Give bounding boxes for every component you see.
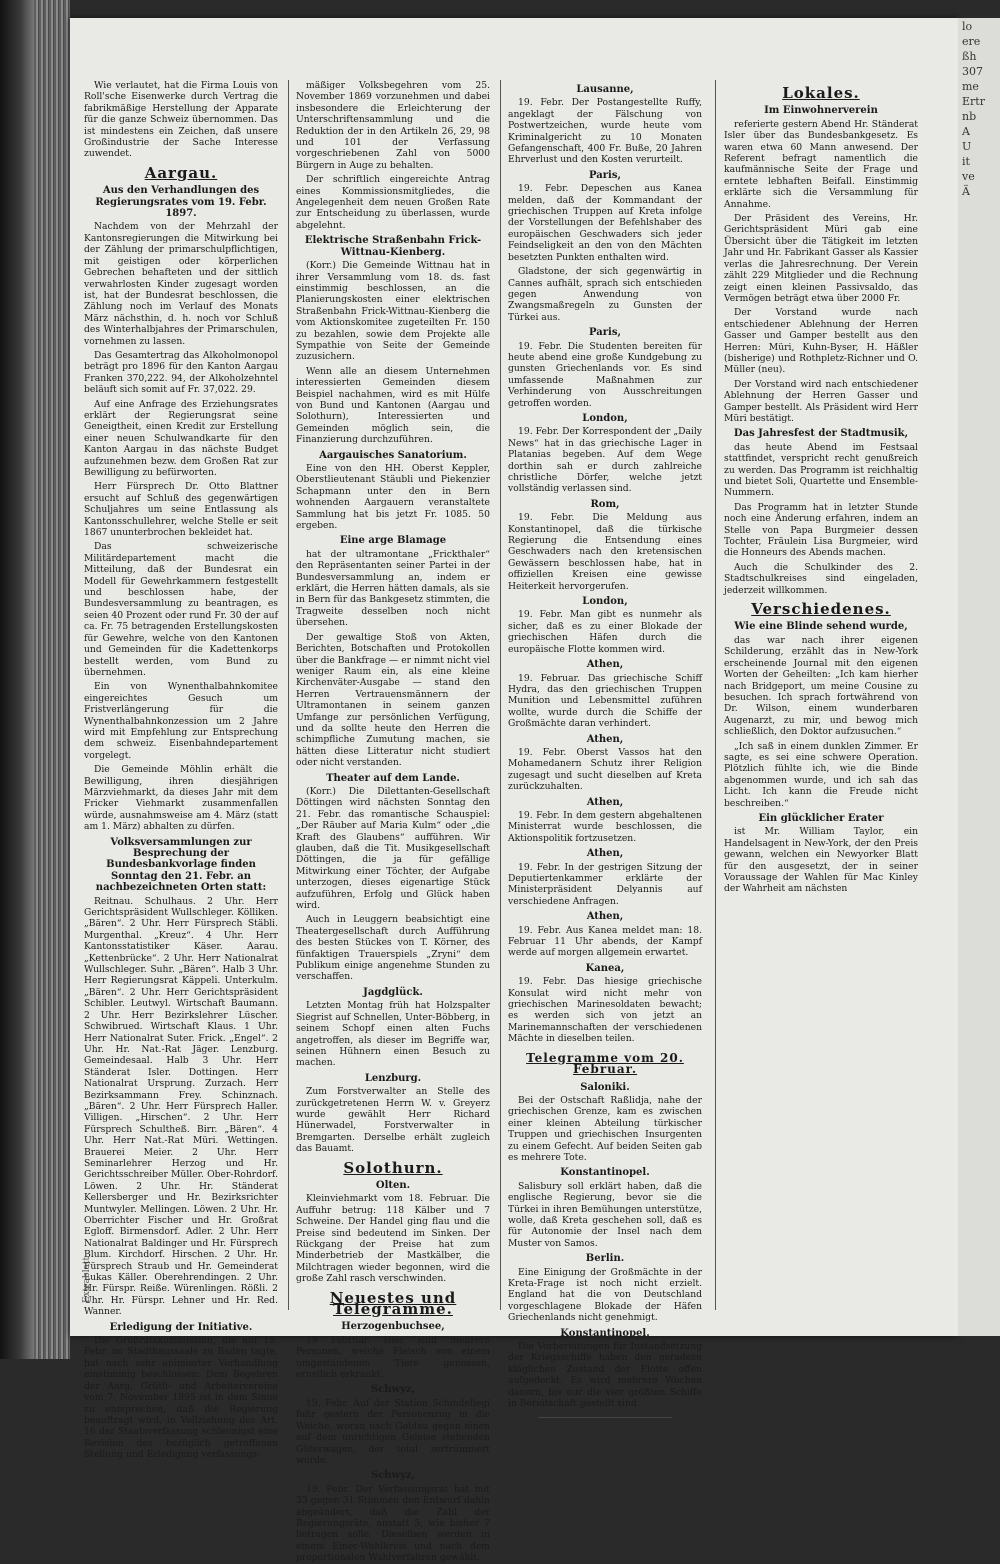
subheading: Athen, [586, 733, 624, 745]
paragraph: ist Mr. William Taylor, ein Handelsagent in New-York, der den Preis gewann, welchen ein Newyorker Blatt für den ausgesetzt, der in seiner Voraussage der Wahlen für Mac Kinley der Wahrheit am nächsten [724, 826, 918, 895]
subheading: Ein glücklicher Erater [758, 812, 884, 824]
paragraph: 19. Febr. In der gestrigen Sitzung der Deputiertenkammer erklärte der Ministerpräsident Delyannis auf verschiedene Anfragen. [508, 861, 702, 907]
paragraph: Wenn alle an diesem Unternehmen interessierten Gemeinden diesem Beispiel nachahmen, wird es mit Hülfe von Bund und Kantonen (Aargau und Solothurn), Interessierten und Gemeinden möglich sein, die Finanzierung durchzuführen. [296, 365, 490, 446]
paragraph: Bei der Ostschaft Raßlidja, nahe der griechischen Grenze, kam es zwischen einer kleinen Abteilung türkischer Truppen und griechischen Insurgenten zu einem Gefecht. Auf beiden Seiten gab es mehrere Tote. [508, 1094, 702, 1163]
paragraph: Eine von den HH. Oberst Keppler, Oberstlieutenant Stäubli und Piekenzier Schapmann unter den in Bern wohnenden Aargauern veranstaltete Sammlung hat bis jetzt Fr. 1085. 50 ergeben. [296, 463, 490, 532]
paragraph: Das Programm hat in letzter Stunde noch eine Änderung erfahren, indem an Stelle von Papa Burgmeier dessen Tochter, Fräulein Lisa Burgmeier, wird die Honneurs des Abends machen. [724, 501, 918, 559]
section-heading-lokales: Lokales. [782, 84, 860, 102]
subheading: Berlin. [585, 1253, 625, 1265]
paragraph: 19. Febr. In dem gestern abgehaltenen Ministerrat wurde beschlossen, die Aktionspolitik fortzusetzen. [508, 809, 702, 844]
paragraph: Der Vorstand wird nach entschiedener Ablehnung der Herren Gasser und Gamper bestellt. Als Präsident wird Herr Müri bestätigt. [724, 378, 918, 424]
paragraph: Der Präsident des Vereins, Hr. Gerichtspräsident Müri gab eine Übersicht über die Tätigkeit im letzten Jahr und Hr. Fabrikant Gasser als Kassier verlas die Jahresrechnung. Der Verein zählt 229 Mitglieder und die Rechnung zeigt einen kleinen Passivsaldo, das Vermögen beträgt etwa über 2000 Fr. [724, 213, 918, 304]
subheading: Das Jahresfest der Stadtmusik, [733, 428, 909, 440]
paragraph: 19. Febr. Man gibt es nunmehr als sicher, daß es zu einer Blokade der griechischen Häfen durch die europäische Flotte kommen wird. [508, 609, 702, 655]
column-rule [288, 80, 289, 1310]
subheading: Athen, [586, 659, 624, 671]
paragraph: 19. Febr. Aus Kanea meldet man: 18. Februar 11 Uhr abends, der Kampf werde auf morgen allgemein erwartet. [508, 924, 702, 959]
paragraph: „Ich saß in einem dunklen Zimmer. Er sagte, es sei eine schwere Operation. Plötzlich fühlte ich, wie die Binde abgenommen wurde, und ich sah das Licht. Ich kann die Freude nicht beschreiben.“ [724, 740, 918, 809]
subheading: London, [582, 596, 628, 608]
subheading: Konstantinopel. [560, 1167, 650, 1179]
paragraph: 19. Febr. Die Studenten bereiten für heute abend eine große Kundgebung zu gunsten Griechenlands vor. Es sind umfassende Maßnahmen zur Verhinderung von Ausschreitungen getroffen worden. [508, 340, 702, 409]
paragraph: Kleinviehmarkt vom 18. Februar. Die Auffuhr betrug: 118 Kälber und 7 Schweine. Der Handel ging flau und die Preise sind bedeutend im Sinken. Der Rückgang der Preise hat zum Minderbetrieb der Mastkälber, die Milchtragen wieder begonnen, wird die große Zahl rasch verschwinden. [296, 1193, 490, 1285]
newspaper-page [70, 18, 958, 1564]
paragraph: (Korr.) Die Dilettanten-Gesellschaft Döttingen wird nächsten Sonntag den 21. Febr. das romantische Schauspiel: „Der Räuber auf Maria Kulm“ oder „die Kraft des Glaubens“ aufführen. Wir glauben, daß die Tit. Musikgesellschaft Döttingen, die ja für gefällige Mitwirkung einer Töchter, der Aufgabe unterzogen, dieses eigenartige Stück aufzuführen, Erfolg und Glück haben wird. [296, 785, 490, 912]
subheading: Erledigung der Initiative. [109, 1321, 253, 1333]
paragraph: 19. Febr. Das hiesige griechische Konsulat wird nicht mehr von griechischen Marinesoldaten bewacht; es werden sich von jetzt an Marinemannschaften der verschiedenen Mächte in dieselben teilen. [508, 976, 702, 1045]
paragraph: 19. Febr. Der Verfassungsrat hat mit 33 gegen 31 Stimmen den Entwurf dahin abgeändert, daß die Zahl der Regierungsräte, anstatt 5, wie bisher 7 betragen solle. Dieselben werden in einem Einer-Wahlkreis und nach dem proportionalen Wahlverfahren gewählt. [296, 1483, 490, 1564]
paragraph: Das schweizerische Militärdepartement macht die Mitteilung, daß der Bundesrat ein Modell für Gewehrkammern festgestellt und beschlossen habe, der Bundesversammlung zu beantragen, es seien 40 Prozent oder rund Fr. 30 der auf ca. Fr. 75 betragenden Erstellungskosten für Gewehre, welche von den Kantonen und Gemeinden für die Kadettenkorps bestellt werden, vom Bund zu übernehmen. [84, 541, 278, 678]
subheading: Eine arge Blamage [339, 535, 447, 547]
paragraph: Eine Einigung der Großmächte in der Kreta-Frage ist noch nicht erzielt. England hat die von Deutschland vorgeschlagene Blokade der Häfen Griechenlands nicht genehmigt. [508, 1266, 702, 1324]
paragraph: Auch in Leuggern beabsichtigt eine Theatergesellschaft durch Aufführung des besten Stückes von T. Körner, des fünfaktigen Trauerspiels „Zryni“ dem Publikum einige angenehme Stunden zu verschaffen. [296, 914, 490, 983]
subheading: Kanea, [585, 962, 625, 974]
subheading: Paris, [589, 327, 621, 339]
paragraph: 19. Febr. Auf der Station Schindellegi fuhr gestern der Personenzug in die Weiche, woran nach Goldau gegen einen auf dem unrichtigen Geleise stehenden Güterwagen, der total zertrümmert wurde. [296, 1397, 490, 1466]
paragraph: Auf eine Anfrage des Erziehungsrates erklärt der Regierungsrat seine Geneigtheit, einen Kredit zur Erstellung einer neuen Schulwandkarte für den Kanton Aargau in das nächste Budget aufzunehmen bezw. dem Großen Rat zur Bewilligung zu befürworten. [84, 398, 278, 478]
strip-text: Ä [962, 185, 970, 198]
paragraph: Das Gesamtertrag das Alkoholmonopol beträgt pro 1896 für den Kanton Aargau Franken 370,222. 94, der Alkoholzehntel beläuft sich somit auf Fr. 37,022. 29. [84, 349, 278, 396]
column-rule [715, 80, 716, 1310]
paragraph: Nachdem von der Mehrzahl der Kantonsregierungen die Mitwirkung bei der Zählung der primarschulpflichtigen, mit geistigen oder körperlichen Gebrechen behafteten und der sittlich verwahrlosten Kinder zugesagt worden ist, hat der Bundesrat beschlossen, die Zählung noch im Verlauf des Monats März nächsthin, d. h. noch vor Schluß des Winterhalbjahres der Primarschulen, vornehmen zu lassen. [84, 221, 278, 347]
subheading: Lausanne, [576, 84, 634, 95]
column-rule [500, 80, 501, 1310]
strip-text: ve [962, 170, 975, 183]
strip-text: Ertr [962, 95, 985, 108]
paragraph: 19. Febr. Oberst Vassos hat den Mohamedanern Schutz ihrer Religion zugesagt und sucht dieselben auf Kreta zurückzuhalten. [508, 746, 702, 793]
paragraph: Zum Forstverwalter an Stelle des zurückgetretenen Herrn W. v. Greyerz wurde gewählt Herr Richard Hünerwadel, Forstverwalter in Bremgarten. Derselbe erhält zugleich das Bauamt. [296, 1086, 490, 1155]
paragraph: Gladstone, der sich gegenwärtig in Cannes aufhält, sprach sich entschieden gegen Anwendung von Zwangsmaßregeln zu Gunsten der Türkei aus. [508, 266, 702, 323]
divider [538, 1417, 672, 1418]
paragraph: Auch die Schulkinder des 2. Stadtschulkreises sind eingeladen, jederzeit willkommen. [724, 561, 918, 596]
paragraph: hat der ultramontane „Frickthaler“ den Repräsentanten seiner Partei in der Bundesversammlung an, indem er erklärt, die Herren hätten damals, als sie in Bern für das Bankgesetz stimmten, die Tragweite desselben noch nicht übersehen. [296, 548, 490, 629]
paragraph: das war nach ihrer eigenen Schilderung, erzählt das in New-York erscheinende Journal mit den eigenen Worten der Geheilten: „Ich kam hierher nach Bridgeport, um meine Cousine zu besuchen. Ich sprach fortwährend von Dr. Wilson, einem wunderbaren Augenarzt, zu mir, und bewog mich schließlich, den Doktor aufzusuchen.“ [724, 634, 918, 738]
strip-text: ßh [962, 50, 977, 63]
paragraph: Die Vorbereitungen für Instandsetzung der Kriegsschiffe haben den geradezu kläglichen Zustand der Flotte offen aufgedeckt. Es wird mehrere Wochen dauern, bis nur die vier größten Schiffe in Bereitschaft gestellt sind. [508, 1341, 702, 1410]
paragraph: Salisbury soll erklärt haben, daß die englische Regierung, bevor sie die Türkei in ihren Bemühungen unterstütze, wolle, daß Kreta geschehen soll, daß es für Autonomie der Insel nach dem Muster von Samos. [508, 1180, 702, 1249]
subheading: Aus den Verhandlungen des Regierungsrates vom 19. Febr. 1897. [95, 185, 267, 220]
section-heading-telegramme: Telegramme vom 20. Februar. [526, 1050, 684, 1077]
paragraph: Der gewaltige Stoß von Akten, Berichten, Botschaften und Protokollen über die Bankfrage — er nimmt nicht viel weniger Raum ein, als eine kleine Kirchenväter-Ausgabe — stand den Herren Vertrauensmännern der Ultramontanen in seinem ganzen Umfange zur persönlichen Verfügung, und da sollte heute den Herren die schimpfliche Zumutung machen, sie hätten diese Litteratur nicht studiert oder nicht verstanden. [296, 631, 490, 769]
paragraph: das heute Abend im Festsaal stattfindet, verspricht recht genußreich zu werden. Das Programm ist reichhaltig und bietet Soli, Quartette und Ensemble-Nummern. [724, 441, 918, 499]
column-4 [724, 80, 918, 1330]
page-edges [34, 0, 70, 1359]
section-heading-solothurn: Solothurn. [343, 1158, 443, 1177]
strip-text: U [962, 140, 972, 153]
column-1 [84, 80, 278, 1461]
paragraph: 19. Februar. Das griechische Schiff Hydra, das den griechischen Truppen Munition und Lebensmittel zuführen wollte, wurde durch die Schiffe der Großmächte daran verhindert. [508, 672, 702, 730]
subheading: Olten. [375, 1179, 411, 1191]
book-binding [0, 0, 34, 1359]
subheading: Athen, [586, 911, 624, 923]
subheading: Wie eine Blinde sehend wurde, [734, 621, 908, 633]
subheading: Elektrische Straßenbahn Frick-Wittnau-Kienberg. [304, 235, 482, 258]
column-3 [508, 80, 702, 1410]
subheading: Schwyz, [370, 1384, 416, 1396]
section-heading-aargau: Aargau. [144, 163, 218, 182]
column-2 [296, 80, 490, 1564]
paragraph: Herr Fürsprech Dr. Otto Blattner ersucht auf Schluß des gegenwärtigen Schuljahres um seine Entlassung als Kantonsschullehrer, welche Stelle er seit 1867 ununterbrochen bekleidet hat. [84, 481, 278, 539]
subheading: Konstantinopel. [560, 1327, 650, 1339]
strip-text: it [962, 155, 970, 168]
subheading: Herzogenbuchsee, [341, 1321, 445, 1333]
subheading: Athen, [586, 848, 624, 860]
subheading: Theater auf dem Lande. [326, 772, 460, 784]
paragraph: Der Vorstand wurde nach entschiedener Ablehnung der Herren Gasser und Gamper bestellt aus den Herren: Müri, Kuhn-Byser, H. Häßler (bisherige) und Rothpletz-Richner und O. Müller (neu). [724, 307, 918, 376]
adjacent-page-strip [958, 18, 1000, 1336]
paragraph: Wie verlautet, hat die Firma Louis von Roll'sche Eisenwerke durch Vertrag die fabrikmäßige Herstellung der Apparate für die ganze Schweiz übernommen. Das ist mindestens ein Zeichen, daß unsere Großindustrie der Sache Interesse zuwendet. [84, 80, 278, 160]
strip-text: lo [962, 20, 973, 33]
subheading: Paris, [589, 169, 621, 181]
strip-text: 307 [962, 65, 983, 78]
paragraph: mäßiger Volksbegehren vom 25. November 1869 vorzunehmen und dabei insbesondere die Erleichterung der Unterschriftensammlung und die Reduktion der in den Artikeln 26, 29, 98 und 101 der Verfassung vorgeschriebenen Zahl von 5000 Bürgern in Auge zu behalten. [296, 80, 490, 171]
strip-text: ere [962, 35, 981, 48]
paragraph: Reitnau. Schulhaus. 2 Uhr. Herr Gerichtspräsident Wullschleger. Kölliken. „Bären“. 2 Uhr. Herr Fürsprech Stäbli. Murgenthal. „Kreuz“. 4 Uhr. Herr Kantonsstatistiker Käser. Aarau. „Kettenbrücke“. 2 Uhr. Herr Nationalrat Wullschleger. Suhr. „Bären“. Halb 3 Uhr. Herr Regierungsrat Käppeli. Unterkulm. „Bären“. 2 Uhr. Herr Gerichtspräsident Schibler. Leutwyl. Wirtschaft Baumann. 2 Uhr. Herr Bezirkslehrer Lüscher. Schwibrued. Wirtschaft Klaus. 1 Uhr. Herr Nationalrat Suter. Frick. „Engel“. 2 Uhr. Hr. Nat.-Rat Jäger. Lenzburg. Gemeindesaal. Halb 3 Uhr. Herr Ständerat Isler. Dottingen. Herr Nationalrat Ursprung. Zurzach. Herr Bezirksammann Frey. Schinznach. „Bären“. 2 Uhr. Herr Fürsprech Haller. Villigen. „Hirschen“. 2 Uhr. Herr Fürsprech Schultheß. Birr. „Bären“. 4 Uhr. Herr Nat.-Rat Müri. Wettingen. Brauerei Meier. 2 Uhr. Herr Seminarlehrer Herzog und Hr. Gerichtsschreiber Müller. Ober-Rohrdorf. Löwen. 2 Uhr. Hr. Ständerat Kellersberger und Hr. Bezirksrichter Muntwyler. Mellingen. Löwen. 2 Uhr. Hr. Oberrichter Fischer und Hr. Großrat Egloff. Birmensdorf. Adler. 2 Uhr. Herr Nationalrat Baldinger und Hr. Fürsprech Blum. Kirchdorf. Hirschen. 2 Uhr. Hr. Fürsprech Straub und Hr. Gemeinderat Lukas Käller. Oberehrendingen. 2 Uhr. Hr. Fürspr. Reiße. Würenlingen. Rößli. 2 Uhr. Hr. Fürspr. Lehner und Hr. Red. Wanner. [84, 895, 278, 1318]
subheading: Rom, [590, 498, 620, 510]
subheading: Athen, [586, 796, 624, 808]
subheading: Im Einwohnerverein [764, 105, 878, 117]
paragraph: referierte gestern Abend Hr. Ständerat Isler über das Bundesbankgesetz. Es waren etwa 60 Mann anwesend. Der Referent befragt namentlich die kaufmännische Seite der Frage und erntete lebhaften Beifall. Einstimmig erklärte sich die Versammlung für Annahme. [724, 118, 918, 210]
paragraph: 19. Febr. Der Korrespondent der „Daily News“ hat in das griechische Lager in Platanias begeben. Auf dem Wege dorthin sah er durch zahlreiche christliche Dörfer, welche jetzt vollständig verlassen sind. [508, 426, 702, 495]
paragraph: Der schriftlich eingereichte Antrag eines Kommissionsmitgliedes, die Angelegenheit dem neuen Großen Rate zur Entscheidung zu überlassen, wurde abgelehnt. [296, 174, 490, 231]
section-heading-verschiedenes: Verschiedenes. [751, 600, 891, 619]
subheading: Saloniki. [580, 1081, 630, 1093]
paragraph: 19. Febr. Der Postangestellte Ruffy, angeklagt der Fälschung von Postwertzeichen, wurde heute vom Kriminalgericht zu 10 Monaten Gefangenschaft, 400 Fr. Buße, 20 Jahren Ehrverlust und den Kosten verurteilt. [508, 97, 702, 166]
paragraph: Die Gemeinde Möhlin erhält die Bewilligung, ihren diesjährigen Märzviehmarkt, da dieses Jahr mit dem Fricker Viehmarkt zusammenfallen würde, ausnahmsweise am 4. März (statt am 1. März) abhalten zu dürfen. [84, 764, 278, 833]
subheading: Volksversammlungen zur Besprechung der Bundesbankvorlage finden Sonntag den 21. Febr. an nachbezeichneten Orten statt: [95, 836, 267, 894]
subheading: Schwyz, [370, 1470, 416, 1482]
strip-text: nb [962, 110, 977, 123]
paragraph: (Korr.) Die Gemeinde Wittnau hat in ihrer Versammlung vom 18. ds. fast einstimmig beschlossen, an die Planierungskosten einer elektrischen Straßenbahn Frick-Wittnau-Kienberg die vom Aktionskomitee zugeteilten Fr. 150 zu bezahlen, sowie dem Projekte alle Sympathie von Seite der Gemeinde zuzusichern. [296, 260, 490, 363]
subheading: Lenzburg. [364, 1072, 422, 1084]
strip-text: me [962, 80, 979, 93]
paragraph: 19. Febr. Die Meldung aus Konstantinopel, daß die türkische Regierung die Entsendung eines Geschwaders nach den kretensischen Gewässern beschlossen habe, hat in offiziellen Kreisen eine gewisse Heiterkeit hervorgerufen. [508, 512, 702, 592]
margin-mark: Extrablatt [82, 1256, 92, 1303]
paragraph: 19 Februar. Hier sind mehrere Personen, welche Fleisch von einem umgestandenen Tiere genossen, ernstlich erkrankt. [296, 1334, 490, 1381]
paragraph: Die Großratskommission, die auf 18. Febr. im Stadthaussaale zu Baden tagte, hat nach sehr animierter Verhandlung einstimmig beschlossen: Dem Begehren der Aarg. Grütli- und Arbeitervereine vom 7. November 1895 ist in dem Sinne zu entsprechen, daß die Regierung beauftragt wird, in Vollziehung des Art. 16 der Staatsverfassung schleunigst eine Revision des bezüglich getroffenen Stellung und Erledigung verfassungs- [84, 1335, 278, 1461]
strip-text: A [962, 125, 970, 138]
subheading: Jagdglück. [363, 986, 423, 998]
section-heading-neuestes: Neuestes und Telegramme. [329, 1288, 457, 1319]
subheading: London, [582, 412, 628, 424]
paragraph: Letzten Montag früh hat Holzspalter Siegrist auf Schnellen, Unter-Böbberg, in seinem Schopf einen alten Fuchs angetroffen, als dieser im Begriffe war, seinen Hühnern einen Besuch zu machen. [296, 1000, 490, 1069]
paragraph: Ein von Wynenthalbahnkomitee eingereichtes Gesuch um Fristverlängerung für die Wynenthalbahnkonzession um 2 Jahre wird mit Empfehlung zur Entsprechung dem schweiz. Eisenbahndepartement vorgelegt. [84, 681, 278, 761]
subheading: Aargauisches Sanatorium. [319, 449, 467, 461]
paragraph: 19. Febr. Depeschen aus Kanea melden, daß der Kommandant der griechischen Truppen auf Kreta infolge der Vorstellungen der Befehlshaber des europäischen Geschwaders sich jeder Feindseligkeit an den von den Mächten besetzten Punkten enthalten wird. [508, 183, 702, 263]
